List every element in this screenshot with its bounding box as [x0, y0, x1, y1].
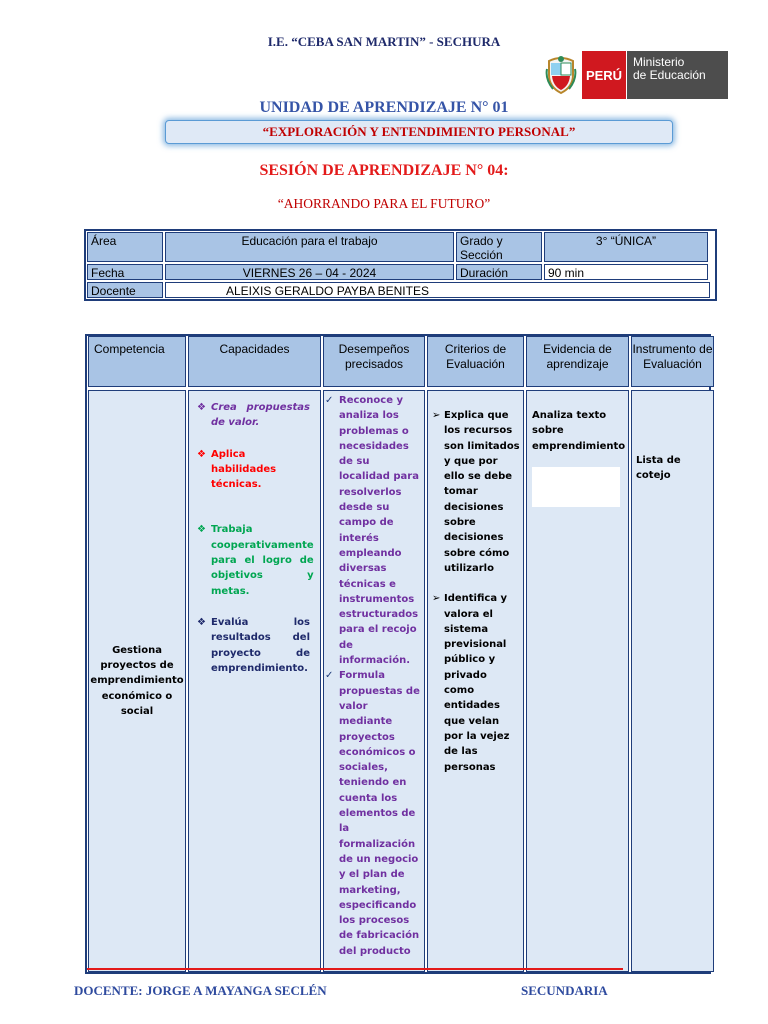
- area-label: Área: [87, 232, 163, 262]
- capacidad-item: [197, 447, 310, 493]
- grado-label: Grado y Sección: [456, 232, 542, 262]
- desempeno-text: Reconoce y analiza los problemas o necesidades de su localidad para resolverlos desde su campo de interés empleando diversas técnicas e instrumentos estructurados para el recojo de información.: [339, 395, 419, 667]
- criterio-text: Explica que los recursos son limitados y que por ello se debe tomar decisiones sobre decisiones sobre cómo utilizarlo: [444, 410, 520, 574]
- desempeno-item: [325, 393, 422, 668]
- unit-title-box: “EXPLORACIÓN Y ENTENDIMIENTO PERSONAL”: [165, 120, 673, 144]
- diamond-bullet-icon: ❖: [197, 616, 206, 628]
- diamond-bullet-icon: ❖: [197, 448, 206, 460]
- footer-nivel: SECUNDARIA: [521, 983, 608, 998]
- header-evidencia: Evidencia de aprendizaje: [526, 336, 629, 387]
- criterio-text: Identifica y valora el sistema previsional público y privado como entidades que velan por la vejez de las personas: [444, 593, 510, 773]
- fecha-label: Fecha: [87, 264, 163, 280]
- logo-ministry-line2: de Educación: [633, 68, 706, 82]
- docente-value: ALEIXIS GERALDO PAYBA BENITES: [165, 282, 710, 298]
- criterio-item: [432, 591, 520, 775]
- header-criterios: Criterios de Evaluación: [427, 336, 524, 387]
- diamond-bullet-icon: ❖: [197, 402, 206, 413]
- evidencia-cell: [526, 390, 629, 972]
- criterio-item: [432, 408, 520, 576]
- header-competencia: Competencia: [88, 336, 186, 387]
- school-name: I.E. “CEBA SAN MARTIN” - SECHURA: [267, 34, 501, 49]
- criterios-cell: [427, 390, 524, 972]
- ministry-logo: [540, 51, 728, 99]
- capacidad-item: [197, 615, 310, 676]
- logo-ministry-line1: Ministerio: [633, 55, 685, 69]
- desempeno-text: Formula propuestas de valor mediante proyectos económicos o sociales, teniendo en cuenta los elementos de la formalización de un negocio y el plan de marketing, especificando los procesos de fabricación del producto: [339, 670, 420, 957]
- capacidades-cell: [188, 390, 321, 972]
- unit-heading: UNIDAD DE APRENDIZAJE N° 01: [259, 99, 509, 116]
- area-value: Educación para el trabajo: [165, 232, 454, 262]
- docente-label: Docente: [87, 282, 163, 298]
- desempeno-item: [325, 668, 422, 959]
- capacidad-item: [197, 522, 314, 598]
- fecha-value: VIERNES 26 – 04 - 2024: [165, 264, 454, 280]
- capacidad-text: Evalúa los resultados del proyecto de emprendimiento.: [211, 616, 310, 674]
- session-table: [85, 334, 711, 974]
- footer-docente: DOCENTE: JORGE A MAYANGA SECLÉN: [74, 983, 327, 998]
- instrumento-text: Lista de cotejo: [636, 455, 681, 482]
- info-table: [84, 229, 717, 301]
- header-desempenos: Desempeños precisados: [323, 336, 425, 387]
- arrow-bullet-icon: ➢: [432, 410, 441, 421]
- session-heading: SESIÓN DE APRENDIZAJE N° 04:: [259, 162, 509, 179]
- capacidad-text: Trabaja cooperativamente para el logro de objetivos y metas.: [211, 524, 314, 597]
- bottom-red-line: [87, 968, 623, 970]
- competencia-text: Gestiona proyectos de emprendimiento económico o social: [90, 644, 184, 717]
- checkmark-icon: ✓: [325, 670, 334, 682]
- evidencia-text: Analiza texto sobre emprendimiento: [532, 410, 626, 452]
- capacidad-text: Aplica habilidades técnicas.: [211, 448, 277, 491]
- checkmark-icon: ✓: [325, 395, 334, 406]
- session-title: “AHORRANDO PARA EL FUTURO”: [277, 196, 491, 211]
- coat-of-arms-icon: [540, 51, 582, 99]
- grado-value: 3° “ÚNICA”: [544, 232, 708, 262]
- logo-country: PERÚ: [582, 51, 627, 99]
- header-capacidades: Capacidades: [188, 336, 321, 387]
- header-instrumento: Instrumento de Evaluación: [631, 336, 714, 387]
- logo-ministry: [627, 51, 728, 99]
- duracion-value: 90 min: [544, 264, 708, 280]
- capacidad-item: [197, 400, 310, 431]
- capacidad-text: Crea propuestas de valor.: [211, 402, 310, 429]
- duracion-label: Duración: [456, 264, 542, 280]
- instrumento-cell: [631, 390, 714, 972]
- arrow-bullet-icon: ➢: [432, 593, 441, 605]
- competencia-cell: [88, 390, 186, 972]
- desempenos-cell: [323, 390, 425, 972]
- blank-box: [532, 467, 620, 507]
- diamond-bullet-icon: ❖: [197, 524, 206, 536]
